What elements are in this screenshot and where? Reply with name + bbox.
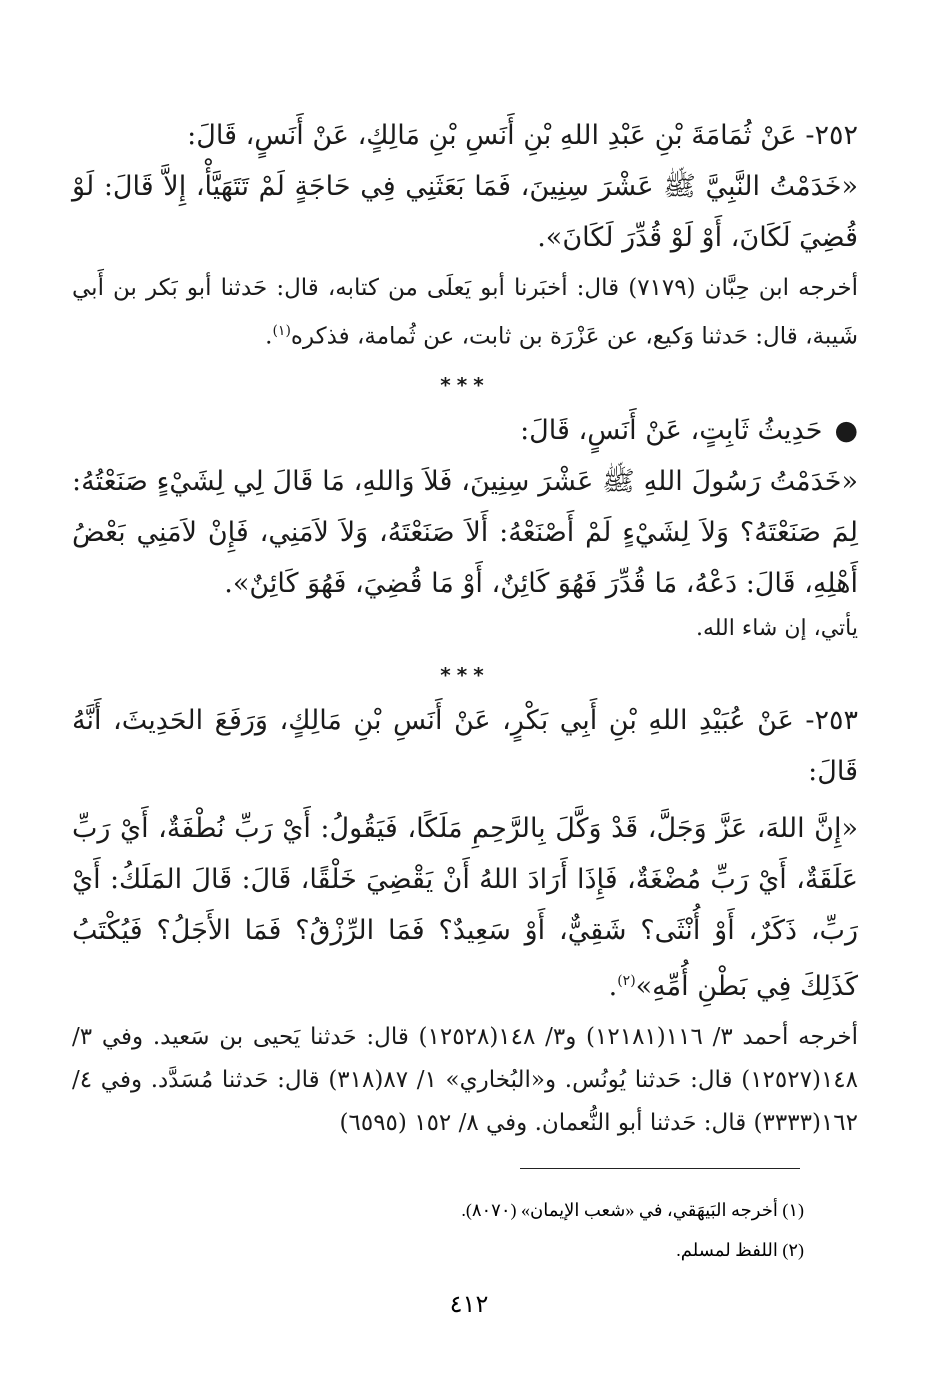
page-number: ٤١٢ xyxy=(449,1290,489,1318)
hadith-253-heading: ٢٥٣- عَنْ عُبَيْدِ اللهِ بْنِ أَبِي بَكْرٍ، عَنْ أَنَسِ بْنِ مَالِكٍ، وَرَفَعَ الحَدِيثَ، أَنَّهُ قَالَ: xyxy=(72,704,858,787)
hadith-252-takhrij xyxy=(72,267,858,359)
footnote-1: (١) أخرجه البَيهَقي، في «شعب الإيمان» (٨٠٧٠). xyxy=(461,1200,804,1220)
hadith-253-tail: . xyxy=(608,970,618,1002)
thabit-heading xyxy=(72,405,858,456)
thabit-heading-text: حَدِيثُ ثَابِتٍ، عَنْ أَنَسٍ، قَالَ: xyxy=(520,414,823,446)
section-divider-stars: *** xyxy=(440,372,490,397)
hadith-252-heading: ٢٥٢- عَنْ ثُمَامَةَ بْنِ عَبْدِ اللهِ بْنِ أَنَسِ بْنِ مَالِكٍ، عَنْ أَنَسٍ، قَالَ: xyxy=(187,120,858,151)
hadith-252-text: «خَدَمْتُ النَّبِيَّ ﷺ عَشْرَ سِنِينَ، فَمَا بَعَثَنِي فِي حَاجَةٍ لَمْ تَتَهَيَّأْ، إِلاَّ قَالَ: لَوْ قُضِيَ لَكَانَ، أَوْ لَوْ قُدِّرَ لَكَانَ». xyxy=(72,171,858,253)
thabit-text: «خَدَمْتُ رَسُولَ اللهِ ﷺ عَشْرَ سِنِينَ، فَلاَ وَاللهِ، مَا قَالَ لِي لِشَيْءٍ صَنَعْتُهُ: لِمَ صَنَعْتَهُ؟ وَلاَ لِشَيْءٍ لَمْ أَصْنَعْهُ: أَلاَ صَنَعْتَهُ، وَلاَ لاَمَنِي، فَإِنْ لاَمَنِي بَعْضُ أَهْلِهِ، قَالَ: دَعْهُ، مَا قُدِّرَ فَهُوَ كَائِنٌ، أَوْ مَا قُضِيَ، فَهُوَ كَائِنٌ». xyxy=(72,465,858,599)
bullet-icon: ● xyxy=(834,414,858,446)
takhrij-tail: . xyxy=(265,323,273,350)
takhrij-text: أخرجه ابن حِبَّان (٧١٧٩) قال: أخبَرنا أبو يَعلَى من كتابه، قال: حَدثنا أبو بَكر بن أَبي شَيبة، قال: حَدثنا وَكيع، عن عَزْرَة بن ثابت، عن ثُمامة، فذكره xyxy=(72,275,858,350)
footnote-ref-2[interactable]: (٢) xyxy=(617,972,636,989)
section-divider-stars: *** xyxy=(440,662,490,687)
footnote-ref-1[interactable]: (١) xyxy=(272,323,291,339)
cross-reference-note: يأتي، إن شاء الله. xyxy=(695,615,858,641)
hadith-253-takhrij: أخرجه أحمد ٣/ ١١٦(١٢١٨١) و٣/ ١٤٨(١٢٥٢٨) قال: حَدثنا يَحيى بن سَعيد. وفي ٣/ ١٤٨(١٢٥٢٧) قال: حَدثنا يُونُس. و«البُخاري» ١/ ٨٧(٣١٨) قال: حَدثنا مُسَدَّد. وفي ٤/ ١٦٢(٣٣٣٣) قال: حَدثنا أبو النُّعمان. وفي ٨/ ١٥٢ (٦٥٩٥) xyxy=(72,1023,859,1136)
hadith-253-matn: «إِنَّ اللهَ، عَزَّ وَجَلَّ، قَدْ وَكَّلَ بِالرَّحِمِ مَلَكًا، فَيَقُولُ: أَيْ رَبِّ نُطْفَةٌ، أَيْ رَبِّ عَلَقَةٌ، أَيْ رَبِّ مُضْغَةٌ، فَإِذَا أَرَادَ اللهُ أَنْ يَقْضِيَ خَلْقًا، قَالَ: قَالَ المَلَكُ: أَيْ رَبِّ، ذَكَرٌ، أَوْ أُنْثَى؟ شَقِيٌّ، أَوْ سَعِيدٌ؟ فَمَا الرِّزْقُ؟ فَمَا الأَجَلُ؟ فَيُكْتَبُ كَذَلِكَ فِي بَطْنِ أُمِّهِ» xyxy=(72,812,858,1002)
hadith-253-text xyxy=(72,803,858,1012)
footnote-2: (٢) اللفظ لمسلم. xyxy=(676,1240,804,1260)
footnotes xyxy=(144,1190,804,1270)
footnote-separator xyxy=(520,1168,800,1169)
